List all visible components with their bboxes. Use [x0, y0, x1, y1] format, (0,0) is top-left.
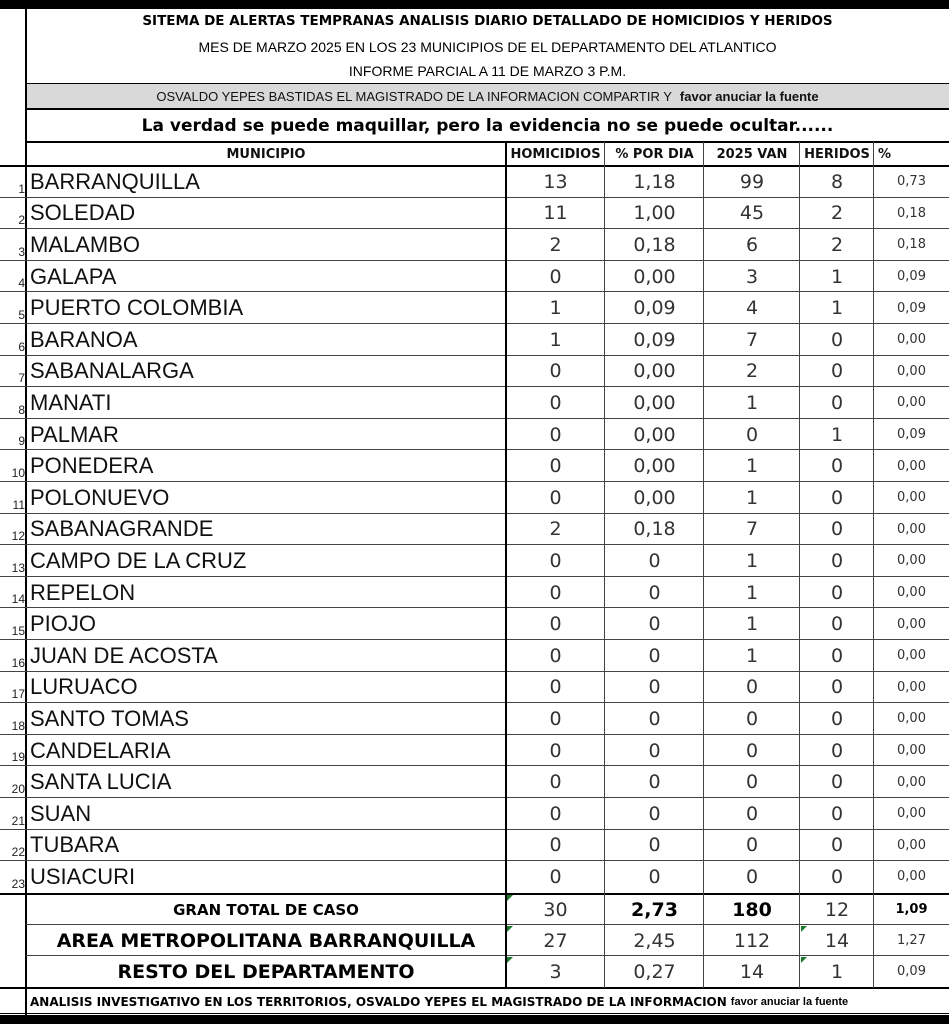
injured-percent: 0,00	[897, 837, 926, 853]
row-number: 20	[11, 781, 25, 796]
homicides-count: 0	[549, 739, 562, 762]
injured-count: 0	[830, 549, 844, 572]
injured-count: 0	[830, 360, 844, 383]
slogan: La verdad se puede maquillar, pero la evidencia no se puede ocultar......	[141, 116, 834, 136]
municipality-name: PUERTO COLOMBIA	[30, 295, 244, 321]
daily-percent: 0,09	[633, 297, 676, 320]
municipality-name: USIACURI	[30, 863, 136, 889]
column-header-heridos: HERIDOS	[804, 146, 870, 162]
municipality-name: MALAMBO	[30, 231, 141, 257]
total-injured: 14	[824, 929, 850, 952]
year-to-date-count: 0	[745, 676, 759, 699]
year-to-date-count: 0	[745, 834, 759, 857]
injured-percent: 0,00	[897, 616, 926, 632]
homicides-count: 0	[549, 486, 562, 509]
column-header-municipio: MUNICIPIO	[226, 146, 306, 162]
grid-line	[25, 9, 27, 1015]
column-header-homicidios: HOMICIDIOS	[510, 146, 601, 162]
homicides-count: 0	[549, 865, 562, 888]
grid-line	[0, 260, 949, 261]
row-number: 16	[11, 655, 25, 670]
municipality-name: GALAPA	[30, 263, 117, 289]
municipality-name: PALMAR	[30, 421, 119, 447]
municipality-name: BARANOA	[30, 326, 138, 352]
grid-line	[26, 924, 949, 925]
total-homicides: 27	[543, 929, 568, 952]
municipality-name: SABANALARGA	[30, 358, 194, 384]
injured-count: 0	[830, 865, 844, 888]
municipality-name: CAMPO DE LA CRUZ	[30, 547, 247, 573]
municipality-name: LURUACO	[30, 674, 138, 700]
row-number: 5	[18, 307, 25, 322]
daily-percent: 0,00	[633, 423, 676, 446]
grid-line	[0, 607, 949, 608]
grid-line	[0, 355, 949, 356]
credit-note: favor anuciar la fuente	[679, 88, 819, 104]
injured-percent: 0,00	[897, 648, 926, 664]
grid-line	[0, 576, 949, 577]
year-to-date-count: 7	[745, 328, 759, 351]
daily-percent: 0	[648, 739, 661, 762]
injured-percent: 0,00	[897, 553, 926, 569]
grid-line	[604, 142, 605, 988]
municipality-name: SABANAGRANDE	[30, 516, 214, 542]
injured-count: 2	[830, 233, 844, 256]
municipality-name: PIOJO	[30, 611, 97, 637]
grid-line	[0, 829, 949, 830]
grid-line	[0, 165, 949, 167]
total-injured-percent: 1,27	[897, 933, 926, 948]
municipality-name: SUAN	[30, 800, 92, 826]
total-injured-percent: 1,09	[895, 902, 928, 917]
year-to-date-count: 0	[745, 739, 759, 762]
grid-line	[703, 142, 704, 988]
grid-line	[0, 228, 949, 229]
total-daily-percent: 0,27	[633, 960, 676, 983]
injured-percent: 0,00	[897, 395, 926, 411]
grid-line	[26, 141, 949, 143]
year-to-date-count: 0	[745, 802, 759, 825]
grid-line	[0, 323, 949, 324]
injured-percent: 0,09	[897, 300, 926, 316]
homicides-count: 2	[549, 518, 562, 541]
total-injured: 1	[830, 960, 844, 983]
daily-percent: 0	[648, 802, 661, 825]
row-number: 17	[11, 687, 25, 702]
daily-percent: 0,18	[633, 233, 676, 256]
year-to-date-count: 1	[745, 486, 759, 509]
daily-percent: 0,00	[633, 486, 676, 509]
row-number: 19	[11, 750, 25, 765]
injured-count: 0	[830, 486, 844, 509]
daily-percent: 0,00	[633, 360, 676, 383]
injured-count: 0	[830, 518, 844, 541]
injured-percent: 0,00	[897, 521, 926, 537]
homicides-count: 0	[549, 613, 562, 636]
row-number: 11	[12, 497, 25, 512]
daily-percent: 0	[648, 707, 661, 730]
totals-label: AREA METROPOLITANA BARRANQUILLA	[56, 929, 476, 952]
row-number: 10	[11, 465, 25, 480]
year-to-date-count: 3	[745, 265, 759, 288]
injured-percent: 0,00	[897, 806, 926, 822]
row-number: 15	[11, 623, 25, 638]
injured-percent: 0,18	[897, 205, 926, 221]
total-year-to-date: 180	[732, 898, 772, 921]
injured-percent: 0,00	[897, 458, 926, 474]
homicides-count: 0	[549, 802, 562, 825]
injured-percent: 0,00	[897, 743, 926, 759]
year-to-date-count: 0	[745, 423, 759, 446]
row-number: 12	[11, 529, 25, 544]
injured-count: 0	[830, 328, 844, 351]
injured-count: 0	[830, 644, 844, 667]
injured-count: 8	[830, 170, 844, 193]
injured-count: 0	[830, 581, 844, 604]
grid-line	[0, 860, 949, 861]
column-header-pct-dia: % POR DIA	[615, 146, 694, 162]
report-title: SITEMA DE ALERTAS TEMPRANAS ANALISIS DIARIO DETALLADO DE HOMICIDIOS Y HERIDOS	[142, 13, 833, 29]
year-to-date-count: 1	[745, 644, 759, 667]
spreadsheet	[0, 9, 949, 1015]
homicides-count: 0	[549, 771, 562, 794]
municipality-name: SANTA LUCIA	[30, 769, 172, 795]
grid-line	[0, 513, 949, 514]
injured-count: 0	[830, 771, 844, 794]
grid-line	[0, 734, 949, 735]
row-number: 1	[18, 181, 25, 196]
year-to-date-count: 4	[745, 297, 759, 320]
row-number: 18	[11, 718, 25, 733]
year-to-date-count: 7	[745, 518, 759, 541]
injured-count: 0	[830, 676, 844, 699]
homicides-count: 1	[549, 328, 562, 351]
grid-line	[0, 386, 949, 387]
municipality-name: POLONUEVO	[30, 484, 170, 510]
homicides-count: 0	[549, 834, 562, 857]
injured-percent: 0,00	[897, 490, 926, 506]
municipality-name: MANATI	[30, 389, 112, 415]
injured-percent: 0,00	[897, 679, 926, 695]
injured-percent: 0,00	[897, 869, 926, 885]
year-to-date-count: 1	[745, 549, 759, 572]
injured-percent: 0,00	[897, 774, 926, 790]
year-to-date-count: 1	[745, 391, 759, 414]
grid-line	[505, 142, 507, 988]
year-to-date-count: 99	[739, 170, 765, 193]
year-to-date-count: 1	[745, 613, 759, 636]
row-number: 2	[18, 213, 25, 228]
injured-percent: 0,73	[897, 174, 926, 190]
injured-count: 0	[830, 391, 844, 414]
homicides-count: 0	[549, 391, 562, 414]
grid-line	[0, 291, 949, 292]
year-to-date-count: 0	[745, 707, 759, 730]
grid-line	[0, 1013, 949, 1014]
row-number: 6	[18, 339, 25, 354]
comment-marker-icon	[507, 895, 513, 901]
injured-percent: 0,00	[897, 585, 926, 601]
grid-line	[26, 83, 949, 84]
municipality-name: SOLEDAD	[30, 200, 136, 226]
credit-band	[26, 84, 949, 108]
footer-note: favor anuciar la fuente	[730, 996, 849, 1008]
injured-percent: 0,18	[897, 237, 926, 253]
row-number: 22	[11, 845, 25, 860]
totals-label: GRAN TOTAL DE CASO	[173, 900, 359, 919]
year-to-date-count: 2	[745, 360, 759, 383]
homicides-count: 0	[549, 707, 562, 730]
grid-line	[26, 108, 949, 110]
municipality-name: PONEDERA	[30, 453, 154, 479]
grid-line	[0, 544, 949, 545]
homicides-count: 2	[549, 233, 562, 256]
injured-count: 2	[830, 202, 844, 225]
row-number: 9	[18, 434, 25, 449]
footer	[26, 991, 949, 1013]
grid-line	[0, 197, 949, 198]
injured-count: 0	[830, 834, 844, 857]
municipality-name: SANTO TOMAS	[30, 705, 189, 731]
daily-percent: 0,00	[633, 455, 676, 478]
grid-line	[0, 702, 949, 703]
year-to-date-count: 0	[745, 865, 759, 888]
homicides-count: 11	[543, 202, 568, 225]
year-to-date-count: 6	[745, 233, 759, 256]
homicides-count: 0	[549, 644, 562, 667]
row-number: 23	[11, 876, 25, 891]
daily-percent: 0	[648, 771, 661, 794]
injured-count: 0	[830, 707, 844, 730]
row-number: 7	[18, 371, 25, 386]
injured-percent: 0,09	[897, 427, 926, 443]
footer-text: ANALISIS INVESTIGATIVO EN LOS TERRITORIOS, OSVALDO YEPES EL MAGISTRADO DE LA INFORMACION	[30, 995, 727, 1009]
daily-percent: 0	[648, 581, 661, 604]
grid-line	[0, 449, 949, 450]
injured-percent: 0,00	[897, 711, 926, 727]
injured-percent: 0,09	[897, 269, 926, 285]
grid-line	[0, 418, 949, 419]
total-year-to-date: 112	[733, 929, 771, 952]
homicides-count: 13	[543, 170, 568, 193]
daily-percent: 0	[648, 834, 661, 857]
total-homicides: 3	[549, 960, 562, 983]
municipality-name: JUAN DE ACOSTA	[30, 642, 218, 668]
daily-percent: 1,00	[633, 202, 676, 225]
homicides-count: 0	[549, 423, 562, 446]
daily-percent: 0	[648, 644, 661, 667]
total-injured: 12	[824, 898, 850, 921]
grid-line	[0, 765, 949, 766]
homicides-count: 0	[549, 265, 562, 288]
total-injured-percent: 0,09	[897, 964, 926, 979]
row-number: 3	[18, 244, 25, 259]
injured-count: 0	[830, 455, 844, 478]
row-number: 8	[18, 402, 25, 417]
row-number: 4	[18, 276, 25, 291]
municipality-name: BARRANQUILLA	[30, 168, 200, 194]
daily-percent: 1,18	[633, 170, 676, 193]
injured-count: 1	[830, 423, 844, 446]
grid-line	[0, 639, 949, 640]
municipality-name: CANDELARIA	[30, 737, 171, 763]
row-number: 21	[11, 813, 25, 828]
total-daily-percent: 2,45	[633, 929, 676, 952]
daily-percent: 0,09	[633, 328, 676, 351]
municipality-name: TUBARA	[30, 832, 120, 858]
injured-percent: 0,00	[897, 363, 926, 379]
homicides-count: 1	[549, 297, 562, 320]
comment-marker-icon	[507, 957, 513, 963]
injured-count: 1	[830, 265, 844, 288]
grid-line	[26, 955, 949, 956]
daily-percent: 0,00	[633, 265, 676, 288]
total-daily-percent: 2,73	[631, 898, 678, 921]
grid-line	[0, 797, 949, 798]
year-to-date-count: 1	[745, 581, 759, 604]
grid-line	[0, 893, 949, 895]
homicides-count: 0	[549, 455, 562, 478]
injured-count: 0	[830, 802, 844, 825]
homicides-count: 0	[549, 581, 562, 604]
column-header-2025-van: 2025 VAN	[716, 146, 788, 162]
comment-marker-icon	[801, 926, 807, 932]
daily-percent: 0,00	[633, 391, 676, 414]
year-to-date-count: 0	[745, 771, 759, 794]
row-number: 14	[11, 592, 25, 607]
municipality-name: REPELON	[30, 579, 136, 605]
row-number: 13	[11, 560, 25, 575]
grid-line	[0, 671, 949, 672]
comment-marker-icon	[507, 926, 513, 932]
column-header-pct: %	[878, 146, 892, 162]
injured-count: 0	[830, 739, 844, 762]
grid-line	[873, 142, 874, 988]
year-to-date-count: 1	[745, 455, 759, 478]
daily-percent: 0,18	[633, 518, 676, 541]
homicides-count: 0	[549, 676, 562, 699]
daily-percent: 0	[648, 613, 661, 636]
totals-label: RESTO DEL DEPARTAMENTO	[117, 960, 415, 983]
comment-marker-icon	[801, 957, 807, 963]
injured-count: 0	[830, 613, 844, 636]
daily-percent: 0	[648, 549, 661, 572]
grid-line	[0, 987, 949, 989]
homicides-count: 0	[549, 360, 562, 383]
year-to-date-count: 45	[739, 202, 765, 225]
daily-percent: 0	[648, 676, 661, 699]
grid-line	[0, 481, 949, 482]
report-subtitle: MES DE MARZO 2025 EN LOS 23 MUNICIPIOS DE EL DEPARTAMENTO DEL ATLANTICO	[198, 39, 777, 55]
injured-count: 1	[830, 297, 844, 320]
total-homicides: 30	[543, 898, 568, 921]
report-date: INFORME PARCIAL A 11 DE MARZO 3 P.M.	[348, 63, 627, 79]
credit-text: OSVALDO YEPES BASTIDAS EL MAGISTRADO DE LA INFORMACION COMPARTIR Y	[156, 88, 672, 104]
daily-percent: 0	[648, 865, 661, 888]
homicides-count: 0	[549, 549, 562, 572]
grid-line	[799, 142, 800, 988]
total-year-to-date: 14	[739, 960, 765, 983]
injured-percent: 0,00	[897, 332, 926, 348]
